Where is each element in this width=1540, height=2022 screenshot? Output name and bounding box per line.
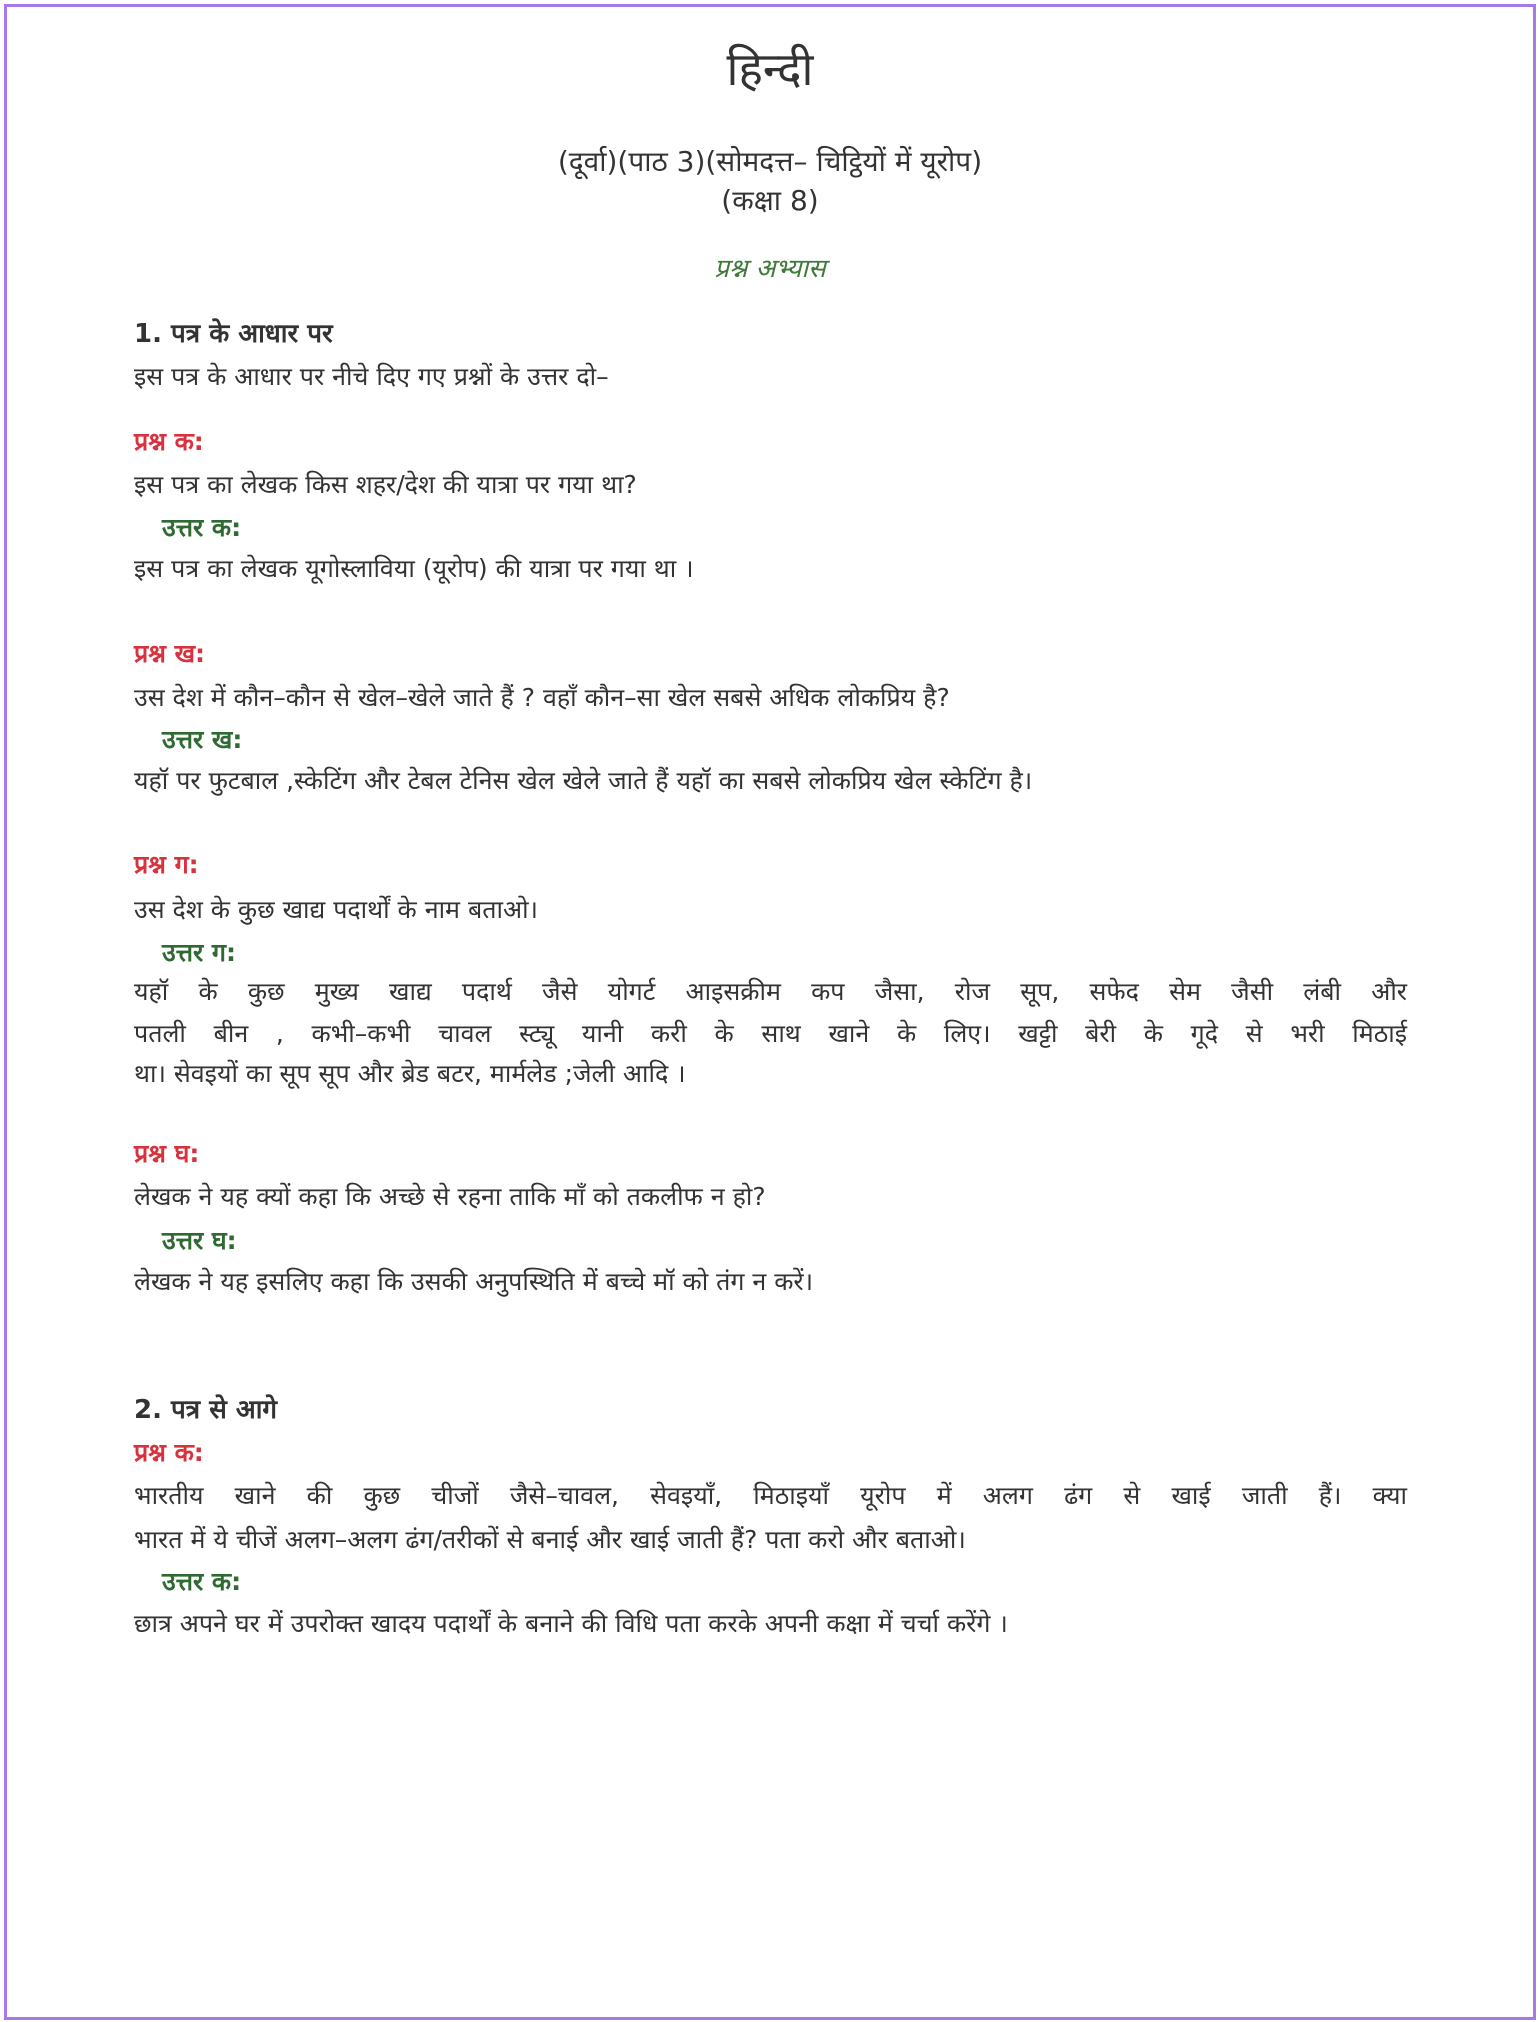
question-text: लेखक ने यह क्यों कहा कि अच्छे से रहना ताकि माँ को तकलीफ न हो?	[134, 1182, 766, 1211]
page-border	[4, 4, 1536, 2020]
question-text: उस देश में कौन–कौन से खेल–खेले जाते हैं ? वहाँ कौन–सा खेल सबसे अधिक लोकप्रिय है?	[134, 683, 950, 712]
question-label: प्रश्न क:	[134, 1438, 204, 1467]
answer-label: उत्तर ग:	[162, 938, 236, 967]
answer-label: उत्तर घ:	[162, 1226, 237, 1255]
answer-text: छात्र अपने घर में उपरोक्त खादय पदार्थों के बनाने की विधि पता करके अपनी कक्षा में चर्चा करेंगे ।	[134, 1609, 1008, 1638]
answer-text: लेखक ने यह इसलिए कहा कि उसकी अनुपस्थिति में बच्चे मॉ को तंग न करें।	[134, 1267, 814, 1296]
section1-intro: इस पत्र के आधार पर नीचे दिए गए प्रश्नों के उत्तर दो–	[134, 362, 609, 391]
answer-label: उत्तर क:	[162, 1567, 242, 1596]
answer-text-line: यहॉ के कुछ मुख्य खाद्य पदार्थ जैसे योगर्ट आइसक्रीम कप जैसा, रोज सूप, सफेद सेम जैसी लंबी और	[134, 977, 1407, 1006]
answer-text: इस पत्र का लेखक यूगोस्लाविया (यूरोप) की यात्रा पर गया था ।	[134, 554, 694, 583]
question-label: प्रश्न घ:	[134, 1139, 200, 1168]
chapter-subtitle: (दूर्वा)(पाठ 3)(सोमदत्त– चिट्ठियों में यूरोप)	[557, 145, 983, 178]
question-text: उस देश के कुछ खाद्य पदार्थों के नाम बताओ।	[134, 895, 539, 924]
question-label: प्रश्न ख:	[134, 639, 206, 668]
class-subtitle: (कक्षा 8)	[721, 184, 819, 217]
answer-text-line: था। सेवइयों का सूप सूप और ब्रेड बटर, मार्मलेड ;जेली आदि ।	[134, 1059, 686, 1088]
answer-label: उत्तर ख:	[162, 725, 243, 754]
practice-heading: प्रश्न अभ्यास	[714, 254, 826, 284]
question-label: प्रश्न ग:	[134, 850, 199, 879]
answer-text-line: पतली बीन , कभी–कभी चावल स्ट्यू यानी करी के साथ खाने के लिए। खट्टी बेरी के गूदे से भरी मिठाई	[134, 1019, 1407, 1048]
answer-label: उत्तर क:	[162, 513, 242, 542]
section1-heading: 1. पत्र के आधार पर	[134, 319, 333, 349]
section2-heading: 2. पत्र से आगे	[134, 1395, 278, 1425]
question-text-line: भारतीय खाने की कुछ चीजों जैसे–चावल, सेवइयाँ, मिठाइयाँ यूरोप में अलग ढंग से खाई जाती हैं। क्या	[134, 1481, 1407, 1510]
question-text: इस पत्र का लेखक किस शहर/देश की यात्रा पर गया था?	[134, 470, 637, 499]
question-label: प्रश्न क:	[134, 427, 204, 456]
page-title: हिन्दी	[726, 42, 814, 96]
answer-text: यहॉ पर फुटबाल ,स्केटिंग और टेबल टेनिस खेल खेले जाते हैं यहॉ का सबसे लोकप्रिय खेल स्केटिंग है।	[134, 766, 1033, 795]
question-text-line: भारत में ये चीजें अलग–अलग ढंग/तरीकों से बनाई और खाई जाती हैं? पता करो और बताओ।	[134, 1525, 966, 1554]
